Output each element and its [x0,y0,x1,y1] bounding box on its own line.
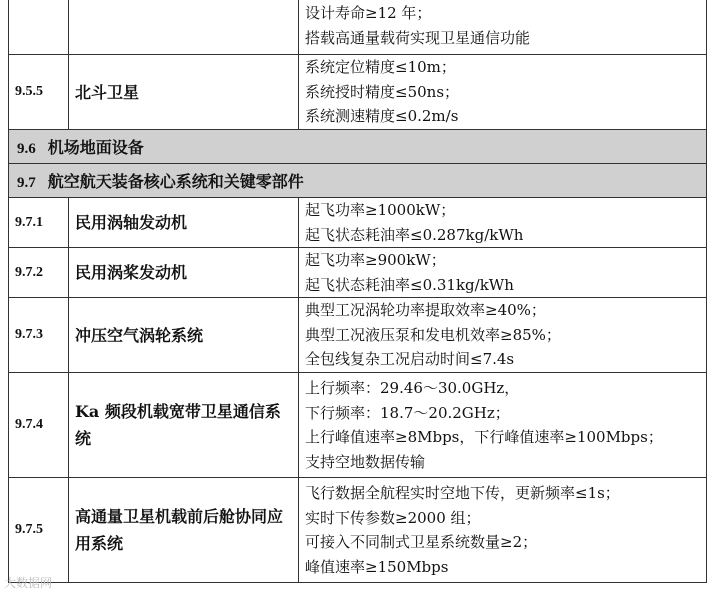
item-row [9,373,707,478]
item-name: 高通量卫星机载前后舱协同应用系统 [69,478,299,583]
spec-line: 系统定位精度≤10m； [305,58,456,77]
item-row [9,198,707,248]
section-number: 9.6 [17,141,36,157]
spec-line: 峰值速率≥150Mbps [305,557,449,576]
item-specs [299,198,707,248]
item-row [9,298,707,373]
item-number [9,0,69,55]
spec-line: 起飞状态耗油率≤0.287kg/kWh [305,225,524,244]
item-number: 9.7.5 [9,478,69,583]
item-row [9,0,707,55]
spec-line: 可接入不同制式卫星系统数量≥2； [305,533,538,551]
spec-line: 起飞功率≥1000kW； [305,201,456,219]
item-specs [299,55,707,130]
spec-line: 设计寿命≥12 年； [305,4,432,22]
spec-line: 搭载高通量载荷实现卫星通信功能 [305,28,531,47]
section-cell [9,130,707,164]
spec-line: 典型工况液压泵和发电机效率≥85%； [305,325,561,344]
spec-line: 上行峰值速率≥8Mbps，下行峰值速率≥100Mbps； [305,428,663,446]
item-name: 民用涡轴发动机 [69,198,299,248]
item-row [9,478,707,583]
section-title: 机场地面设备 [47,138,144,157]
item-number: 9.7.4 [9,373,69,478]
spec-line: 典型工况涡轮功率提取效率≥40%； [305,301,546,320]
spec-line: 系统测速精度≤0.2m/s [305,107,459,126]
spec-line: 起飞状态耗油率≤0.31kg/kWh [305,275,514,294]
item-row [9,248,707,298]
item-name: 冲压空气涡轮系统 [69,298,299,373]
section-row [9,130,707,164]
section-number: 9.7 [17,175,36,191]
item-specs [299,0,707,55]
section-cell [9,164,707,198]
spec-line: 上行频率：29.46～30.0GHz， [305,379,520,397]
item-name [69,0,299,55]
item-number: 9.7.1 [9,198,69,248]
item-specs [299,298,707,373]
item-row [9,55,707,130]
item-number: 9.7.2 [9,248,69,298]
item-number: 9.5.5 [9,55,69,130]
spec-line: 支持空地数据传输 [305,452,426,471]
item-name: 民用涡桨发动机 [69,248,299,298]
spec-line: 飞行数据全航程实时空地下传，更新频率≤1s； [305,484,620,502]
spec-line: 系统授时精度≤50ns； [305,82,460,101]
item-specs [299,373,707,478]
spec-line: 下行频率：18.7～20.2GHz； [305,403,510,422]
spec-table [8,0,707,583]
spec-line: 实时下传参数≥2000 组； [305,508,481,527]
watermark: 大数据网 [4,576,53,590]
spec-line: 全包线复杂工况启动时间≤7.4s [305,350,515,369]
section-row [9,164,707,198]
item-specs [299,248,707,298]
item-name: Ka 频段机载宽带卫星通信系统 [69,373,299,478]
section-title: 航空航天装备核心系统和关键零部件 [47,172,304,191]
item-name: 北斗卫星 [69,55,299,130]
item-specs [299,478,707,583]
spec-line: 起飞功率≥900kW； [305,251,446,269]
item-number: 9.7.3 [9,298,69,373]
